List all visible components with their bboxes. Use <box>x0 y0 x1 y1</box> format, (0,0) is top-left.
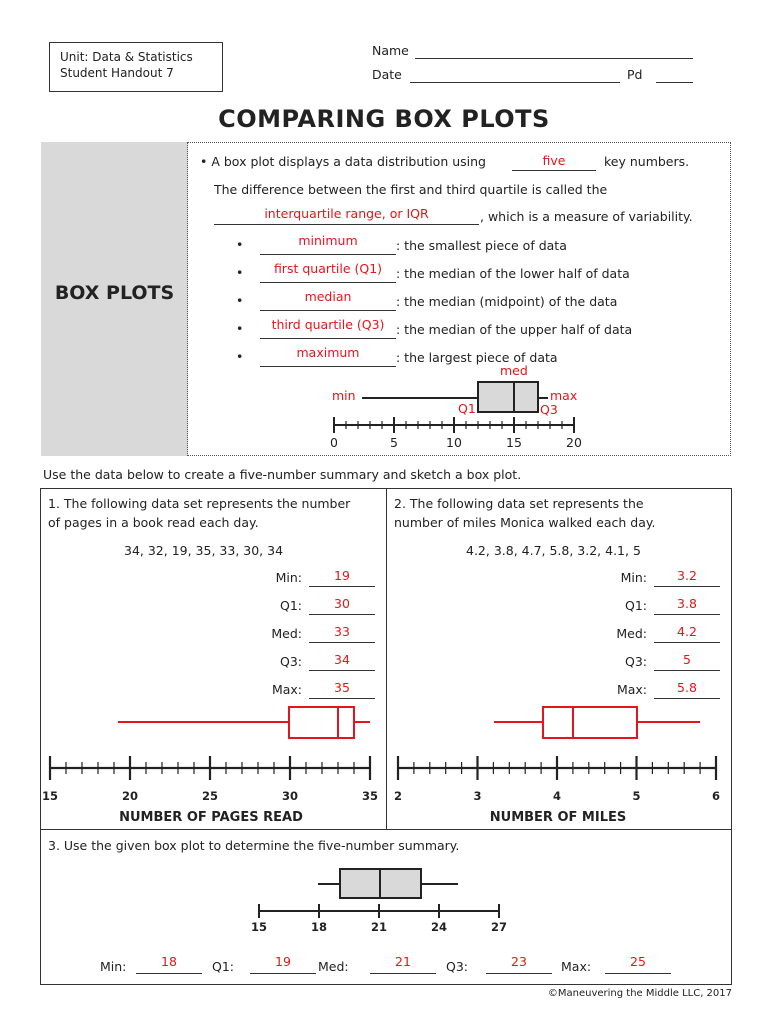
answer-line[interactable] <box>654 698 720 699</box>
answer-value: 33 <box>334 624 350 639</box>
example-label-min: min <box>332 388 356 403</box>
name-label: Name <box>372 43 409 58</box>
bullet-text: : the smallest piece of data <box>396 238 567 253</box>
tick-label: 24 <box>430 920 447 934</box>
bullet-text: : the median of the upper half of data <box>396 322 633 337</box>
fill-q1: first quartile (Q1) <box>273 261 383 276</box>
answer-line[interactable] <box>250 973 316 974</box>
tick-label: 20 <box>121 789 138 803</box>
problem2-prompt-line1: 2. The following data set represents the <box>394 496 644 511</box>
answer-line[interactable] <box>309 642 375 643</box>
example-label-q3: Q3 <box>540 402 558 417</box>
tick-label: 15 <box>41 789 58 803</box>
bullet-text: : the largest piece of data <box>396 350 558 365</box>
answer-line[interactable] <box>605 973 671 974</box>
handout-label: Student Handout 7 <box>60 66 174 80</box>
summary-label: Med: <box>318 959 349 974</box>
fill-maximum: maximum <box>296 345 360 360</box>
answer-value: 4.2 <box>677 624 697 639</box>
page-title: COMPARING BOX PLOTS <box>218 105 550 133</box>
summary-label: Min: <box>275 570 302 585</box>
tick-label: 25 <box>201 789 218 803</box>
tick-label: 10 <box>446 435 462 450</box>
tick-label: 15 <box>250 920 267 934</box>
tick-label: 0 <box>330 435 338 450</box>
answer-value: 5.8 <box>677 680 697 695</box>
problem1-data: 34, 32, 19, 35, 33, 30, 34 <box>124 543 284 558</box>
summary-label: Max: <box>561 959 592 974</box>
answer-line[interactable] <box>654 614 720 615</box>
answer-line[interactable] <box>370 973 436 974</box>
example-axis-ticks <box>334 417 574 433</box>
answer-value: 18 <box>161 954 177 969</box>
column-divider <box>386 488 387 829</box>
problem1-axis-label: NUMBER OF PAGES READ <box>119 810 303 825</box>
answer-value: 34 <box>334 652 350 667</box>
sentence3-suffix: , which is a measure of variability. <box>480 209 693 224</box>
answer-line[interactable] <box>309 670 375 671</box>
fill-median: median <box>304 289 352 304</box>
problem2-prompt-line2: number of miles Monica walked each day. <box>394 515 656 530</box>
answer-value: 3.2 <box>677 568 697 583</box>
unit-label: Unit: Data & Statistics <box>60 50 193 64</box>
problem1-prompt-line2: of pages in a book read each day. <box>48 515 259 530</box>
bullet-text: : the median (midpoint) of the data <box>396 294 618 309</box>
summary-label: Min: <box>620 570 647 585</box>
tick-label: 21 <box>370 920 387 934</box>
answer-line[interactable] <box>309 614 375 615</box>
summary-label: Q3: <box>279 654 302 669</box>
tick-label: 5 <box>390 435 398 450</box>
copyright-footer: ©Maneuvering the Middle LLC, 2017 <box>547 988 732 999</box>
answer-line[interactable] <box>309 698 375 699</box>
problem2-axis-label: NUMBER OF MILES <box>489 810 627 825</box>
summary-label: Q1: <box>624 598 647 613</box>
tick-label: 20 <box>566 435 582 450</box>
fill-q3: third quartile (Q3) <box>271 317 385 332</box>
instructions: Use the data below to create a five-number summary and sketch a box plot. <box>43 467 522 482</box>
problem2-data: 4.2, 3.8, 4.7, 5.8, 3.2, 4.1, 5 <box>466 543 641 558</box>
tick-label: 27 <box>490 920 507 934</box>
answer-line[interactable] <box>486 973 552 974</box>
answer-line[interactable] <box>136 973 202 974</box>
summary-label: Q1: <box>212 959 235 974</box>
sentence1-prefix: • A box plot displays a data distribution using <box>200 154 486 169</box>
answer-value: 25 <box>630 954 646 969</box>
fill-minimum: minimum <box>298 233 358 248</box>
answer-value: 19 <box>334 568 350 583</box>
period-label: Pd <box>627 67 643 82</box>
summary-label: Q3: <box>624 654 647 669</box>
tick-label: 4 <box>552 789 561 803</box>
summary-label: Q3: <box>446 959 469 974</box>
answer-line[interactable] <box>309 586 375 587</box>
answer-line[interactable] <box>654 642 720 643</box>
answer-value: 35 <box>334 680 350 695</box>
answer-value: 3.8 <box>677 596 697 611</box>
bullet-text: : the median of the lower half of data <box>396 266 630 281</box>
problem3-prompt: 3. Use the given box plot to determine the five-number summary. <box>48 838 460 853</box>
summary-label: Min: <box>100 959 127 974</box>
example-label-med: med <box>500 363 528 378</box>
summary-label: Max: <box>616 682 647 697</box>
answer-line[interactable] <box>654 586 720 587</box>
fill-five: five <box>542 153 566 168</box>
row-divider <box>40 829 732 830</box>
section-label: BOX PLOTS <box>54 282 175 304</box>
summary-label: Med: <box>616 626 647 641</box>
answer-value: 5 <box>683 652 691 667</box>
tick-label: 35 <box>361 789 378 803</box>
tick-label: 30 <box>281 789 298 803</box>
sentence1-suffix: key numbers. <box>604 154 690 169</box>
answer-value: 23 <box>511 954 527 969</box>
date-label: Date <box>372 67 402 82</box>
tick-label: 3 <box>473 789 482 803</box>
tick-label: 6 <box>711 789 720 803</box>
answer-value: 19 <box>275 954 291 969</box>
problem1-prompt-line1: 1. The following data set represents the number <box>48 496 351 511</box>
summary-label: Med: <box>271 626 302 641</box>
answer-value: 21 <box>395 954 411 969</box>
answer-value: 30 <box>334 596 350 611</box>
tick-label: 18 <box>310 920 327 934</box>
tick-label: 2 <box>393 789 402 803</box>
answer-line[interactable] <box>654 670 720 671</box>
tick-label: 5 <box>632 789 641 803</box>
example-label-max: max <box>550 388 578 403</box>
tick-label: 15 <box>506 435 522 450</box>
fill-iqr: interquartile range, or IQR <box>264 206 429 221</box>
summary-label: Max: <box>271 682 302 697</box>
summary-label: Q1: <box>279 598 302 613</box>
example-label-q1: Q1 <box>458 401 476 416</box>
sentence2: The difference between the first and third quartile is called the <box>214 182 608 197</box>
